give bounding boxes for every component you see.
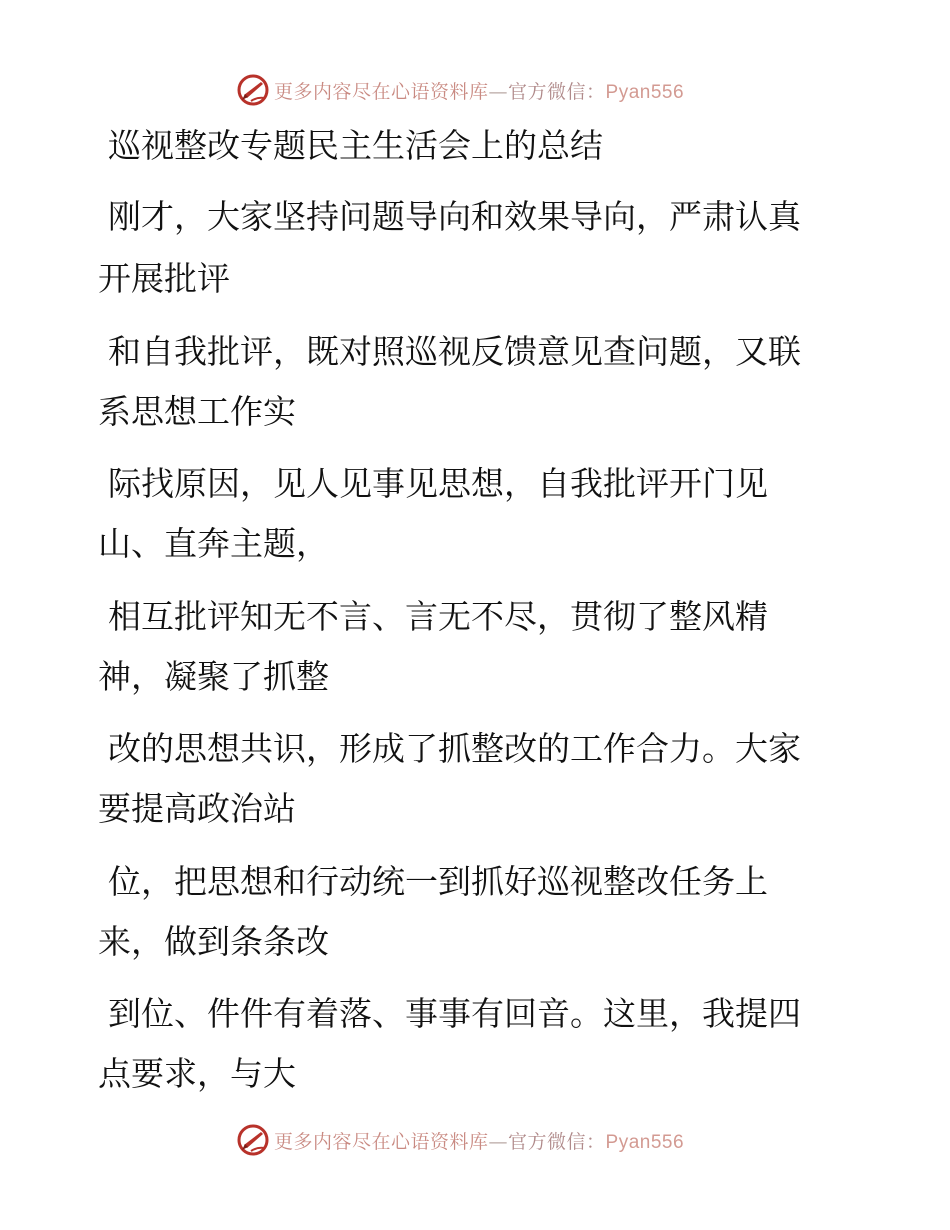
paragraph-2-line-1: 和自我批评，既对照巡视反馈意见查问题，又联 bbox=[108, 332, 801, 371]
paragraph-1-line-1: 刚才，大家坚持问题导向和效果导向，严肃认真 bbox=[108, 197, 801, 236]
footer-banner-text bbox=[274, 1127, 684, 1154]
paragraph-1-line-2: 开展批评 bbox=[98, 259, 230, 298]
footer-banner-dash: — bbox=[488, 1130, 509, 1153]
paragraph-6-line-2: 来，做到条条改 bbox=[98, 922, 329, 961]
pen-logo-icon bbox=[236, 73, 270, 107]
paragraph-3-line-2: 山、直奔主题， bbox=[98, 524, 329, 563]
paragraph-5-line-1: 改的思想共识，形成了抓整改的工作合力。大家 bbox=[108, 729, 801, 768]
paragraph-7-line-1: 到位、件件有着落、事事有回音。这里，我提四 bbox=[108, 994, 801, 1033]
pen-logo-icon bbox=[236, 1123, 270, 1157]
footer-banner-slogan: 更多内容尽在心语资料库 bbox=[274, 1130, 489, 1153]
paragraph-6-line-1: 位，把思想和行动统一到抓好巡视整改任务上 bbox=[108, 862, 768, 901]
document-title: 巡视整改专题民主生活会上的总结 bbox=[108, 126, 603, 165]
paragraph-3-line-1: 际找原因，见人见事见思想，自我批评开门见 bbox=[108, 464, 768, 503]
header-wechat-id: Pyan556 bbox=[605, 81, 685, 103]
paragraph-2-line-2: 系思想工作实 bbox=[98, 392, 296, 431]
footer-banner bbox=[236, 1122, 684, 1158]
header-wechat-label: 官方微信： bbox=[508, 80, 606, 103]
footer-wechat-id: Pyan556 bbox=[605, 1131, 685, 1153]
header-banner-dash: — bbox=[488, 80, 509, 103]
paragraph-7-line-2: 点要求，与大 bbox=[98, 1054, 296, 1093]
footer-wechat-label: 官方微信： bbox=[508, 1130, 606, 1153]
paragraph-4-line-2: 神，凝聚了抓整 bbox=[98, 657, 329, 696]
paragraph-5-line-2: 要提高政治站 bbox=[98, 789, 296, 828]
header-banner-slogan: 更多内容尽在心语资料库 bbox=[274, 80, 489, 103]
header-banner-text bbox=[274, 77, 684, 104]
header-banner bbox=[236, 72, 684, 108]
paragraph-4-line-1: 相互批评知无不言、言无不尽，贯彻了整风精 bbox=[108, 597, 768, 636]
